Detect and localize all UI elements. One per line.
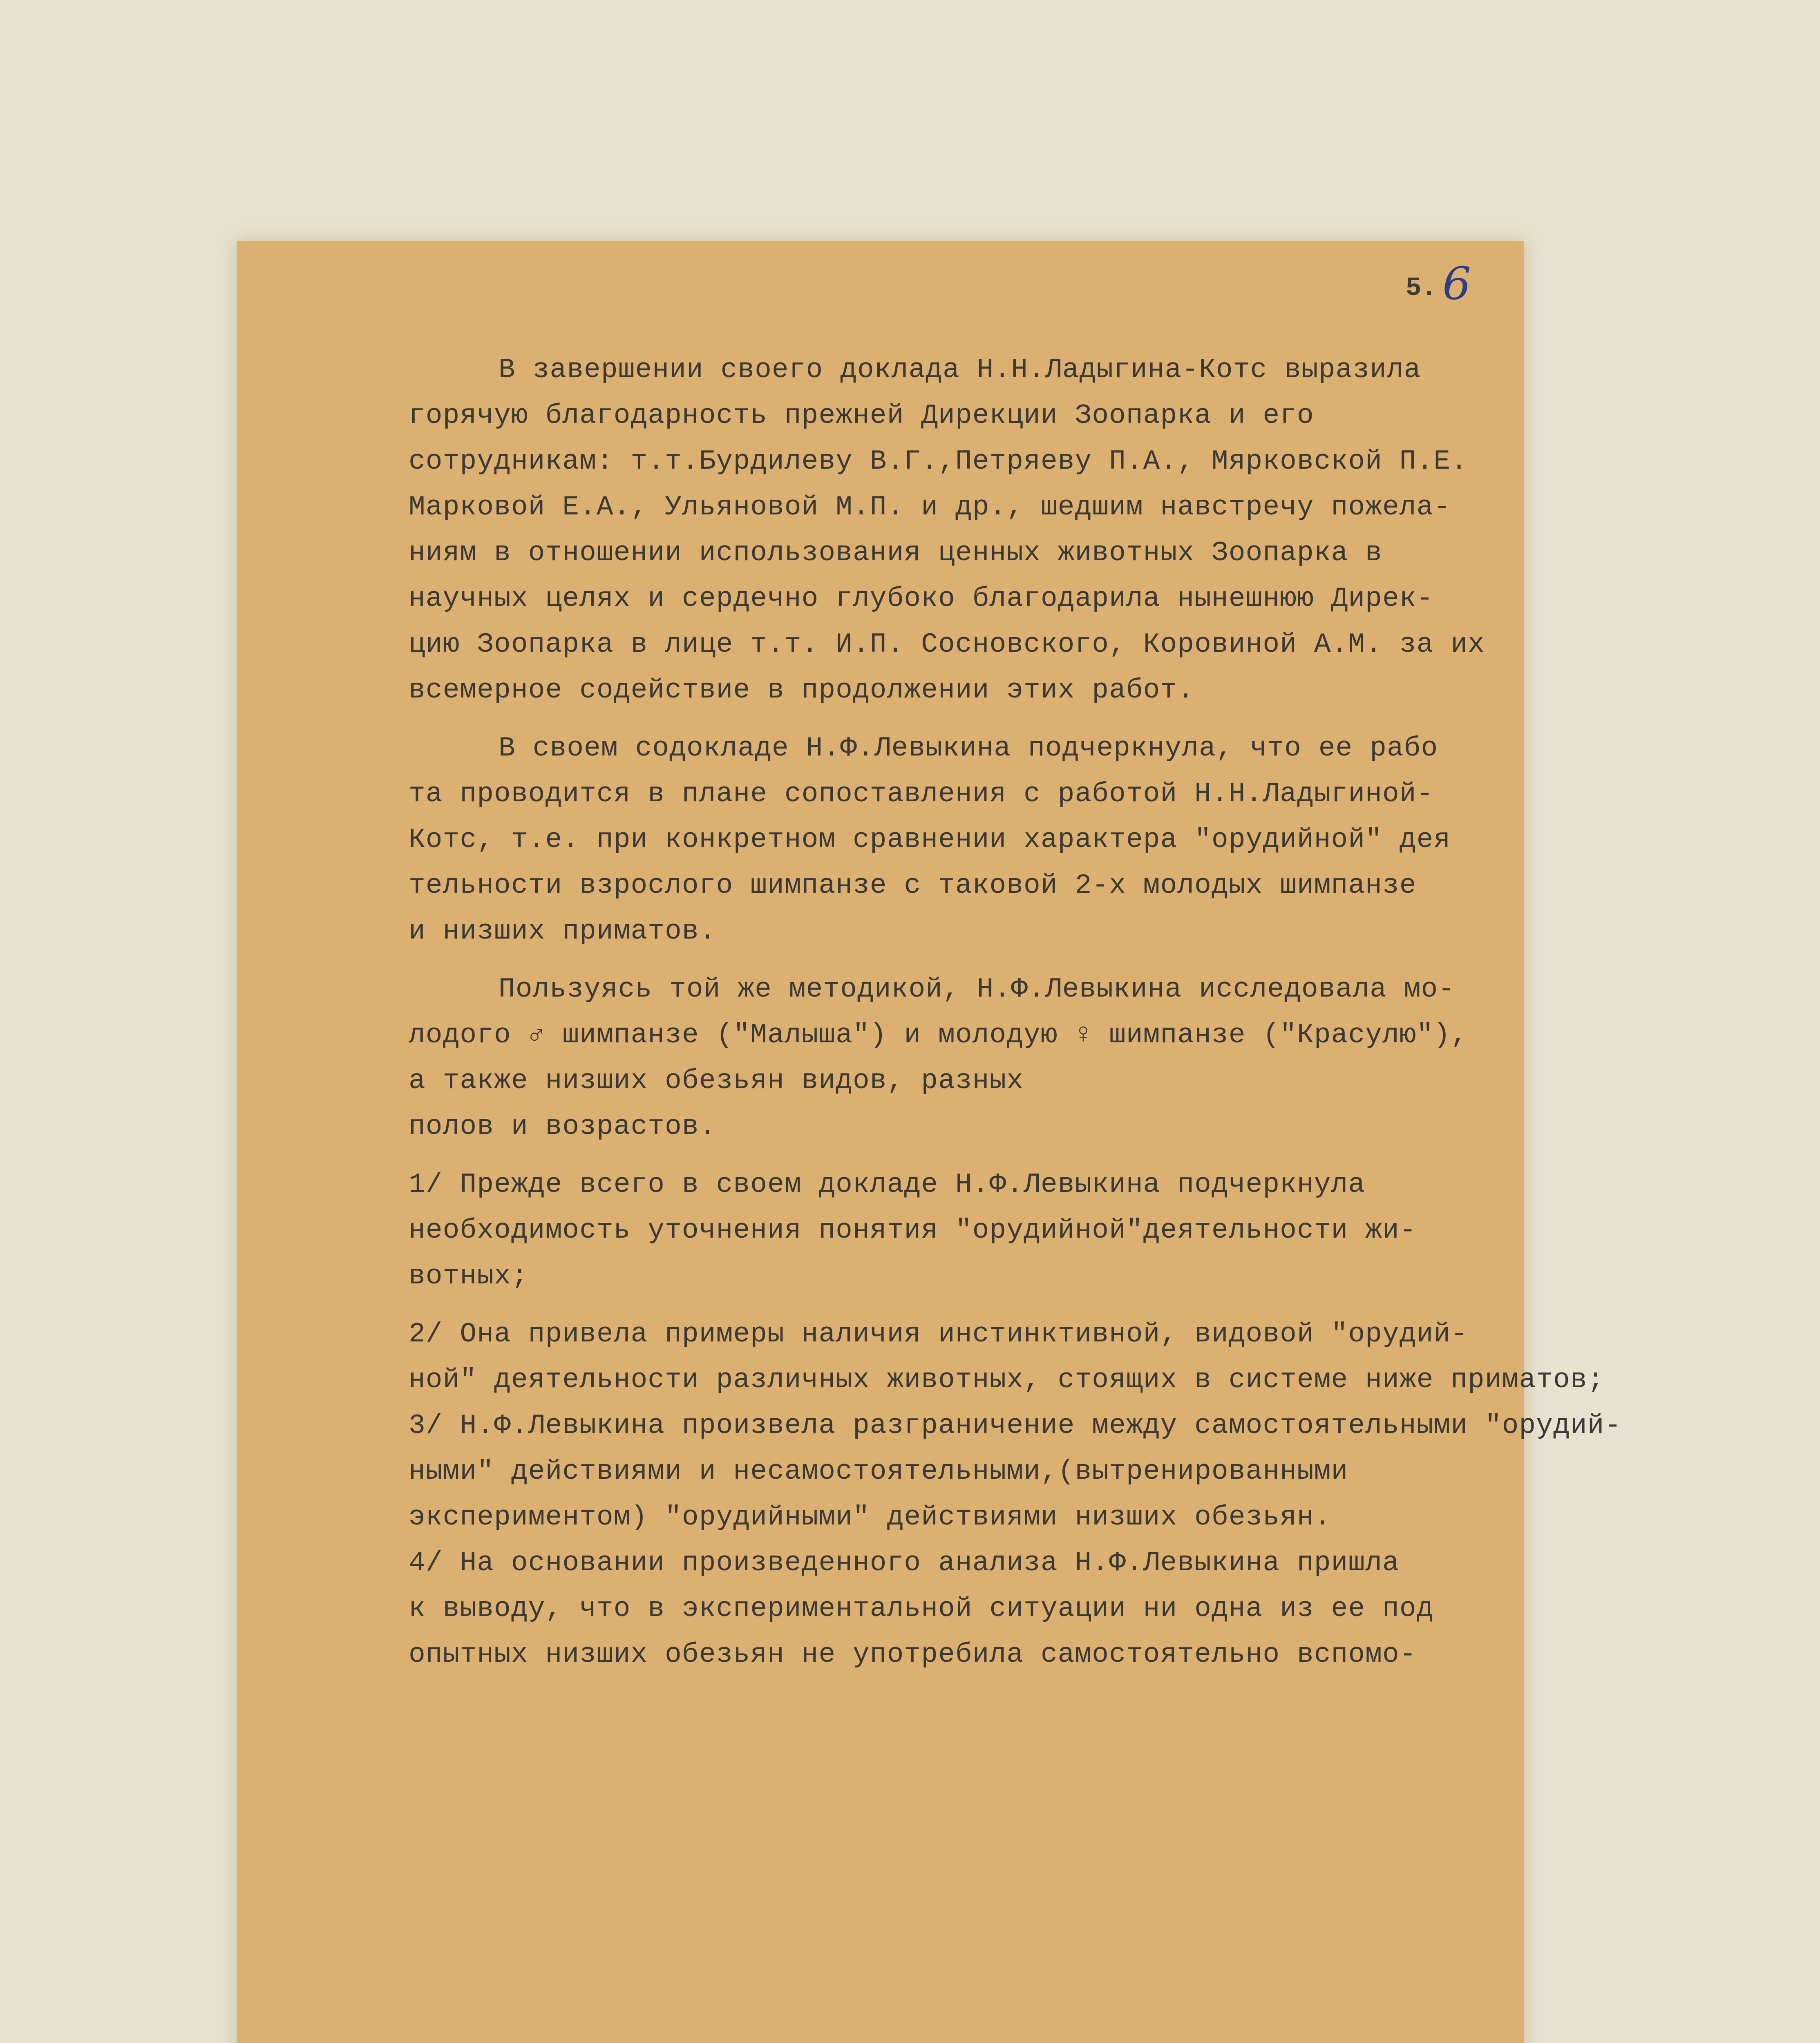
text-line: сотрудникам: т.т.Бурдилеву В.Г.,Петряеву П.А., Мярковской П.Е. [409,446,1468,477]
text-line: та проводится в плане сопоставления с работой Н.Н.Ладыгиной- [409,778,1434,810]
text-line: В завершении своего доклада Н.Н.Ладыгина-Котс выразила [499,354,1421,386]
text-line: экспериментом) "орудийными" действиями низших обезьян. [409,1502,1331,1533]
text-line: а также низших обезьян видов, разных [409,1065,1024,1097]
text-line: необходимость уточнения понятия "орудийной"деятельности жи- [409,1215,1417,1246]
page-number: 5. [1406,274,1437,303]
text-line: научных целях и сердечно глубоко благодарила нынешнюю Дирек- [409,583,1434,615]
text-line: вотных; [409,1261,528,1292]
text-line: Котс, т.е. при конкретном сравнении характера "орудийной" дея [409,824,1451,856]
typed-text-body [409,347,1622,1678]
text-line: тельности взрослого шимпанзе с таковой 2-х молодых шимпанзе [409,870,1417,901]
handwritten-page-number: 6 [1442,257,1471,310]
list-item-1 [409,1162,1479,1299]
text-line: цию Зоопарка в лице т.т. И.П. Сосновского, Коровиной А.М. за их [409,629,1485,660]
text-line: лодого ♂ шимпанзе ("Малыша") и молодую ♀ шимпанзе ("Красулю"), [409,1019,1468,1051]
list-item-4 [409,1540,1479,1678]
paragraph-co-report [409,726,1479,954]
paragraph-methodology [409,967,1479,1150]
document-page [237,241,1622,2043]
text-line: ниям в отношении использования ценных животных Зоопарка в [409,537,1382,569]
paragraph-closing-remarks [409,347,1485,713]
text-line: В своем содокладе Н.Ф.Левыкина подчеркнула, что ее рабо [499,733,1438,764]
text-line: ными" действиями и несамостоятельными,(вытренированными [409,1456,1348,1487]
text-line: Пользуясь той же методикой, Н.Ф.Левыкина исследовала мо- [499,974,1456,1005]
text-line: всемерное содействие в продолжении этих работ. [409,675,1195,706]
list-item-3 [409,1403,1622,1540]
text-line: полов и возрастов. [409,1111,716,1142]
text-line: Марковой Е.А., Ульяновой М.П. и др., шедшим навстречу пожела- [409,492,1451,523]
text-line: опытных низших обезьян не употребила самостоятельно вспомо- [409,1639,1417,1670]
text-line: горячую благодарность прежней Дирекции Зоопарка и его [409,400,1314,431]
text-line: и низших приматов. [409,916,716,947]
text-line: 3/ Н.Ф.Левыкина произвела разграничение между самостоятельными "орудий- [409,1410,1622,1442]
text-line: 1/ Прежде всего в своем докладе Н.Ф.Левыкина подчеркнула [409,1169,1366,1200]
text-line: 4/ На основании произведенного анализа Н.Ф.Левыкина пришла [409,1547,1400,1579]
text-line: к выводу, что в экспериментальной ситуации ни одна из ее под [409,1593,1434,1625]
list-item-2 [409,1312,1605,1403]
text-line: 2/ Она привела примеры наличия инстинктивной, видовой "орудий- [409,1319,1468,1350]
text-line: ной" деятельности различных животных, стоящих в системе ниже приматов; [409,1364,1605,1396]
